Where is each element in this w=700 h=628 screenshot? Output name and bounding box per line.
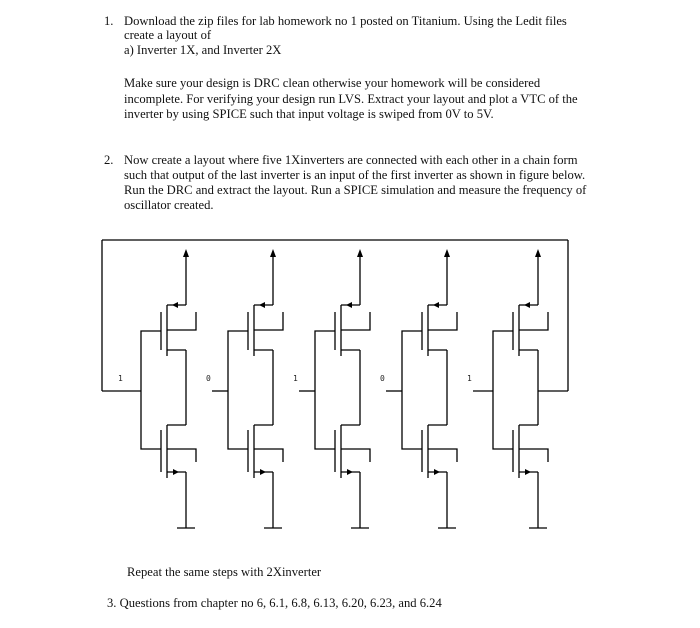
q1-para-line-3: inverter by using SPICE such that input voltage is swiped from 0V to 5V. <box>124 107 494 121</box>
nmos-body-5 <box>519 449 548 462</box>
nmos-arrow-1 <box>173 469 179 475</box>
q1-line-3: a) Inverter 1X, and Inverter 2X <box>124 43 282 57</box>
q2-line-4: oscillator created. <box>124 198 214 212</box>
node-label-1: 1 <box>118 374 123 383</box>
gate-wire-n-2 <box>228 391 248 449</box>
q2-number: 2. <box>104 153 114 167</box>
q1-number: 1. <box>104 14 114 28</box>
vdd-arrow-2 <box>270 249 276 257</box>
gate-wire-p-2 <box>228 331 248 391</box>
q2-line-1: Now create a layout where five 1Xinverters are connected with each other in a chain form <box>124 153 578 167</box>
vdd-arrow-4 <box>444 249 450 257</box>
nmos-body-4 <box>428 449 457 462</box>
repeat-line: Repeat the same steps with 2Xinverter <box>127 565 322 579</box>
nmos-arrow-4 <box>434 469 440 475</box>
q1-para-line-1: Make sure your design is DRC clean otherwise your homework will be considered <box>124 76 541 90</box>
pmos-body-3 <box>341 312 370 330</box>
vdd-arrow-3 <box>357 249 363 257</box>
gate-wire-n-3 <box>315 391 335 449</box>
nmos-arrow-2 <box>260 469 266 475</box>
q3-line: 3. Questions from chapter no 6, 6.1, 6.8, 6.13, 6.20, 6.23, and 6.24 <box>107 596 442 610</box>
nmos-body-3 <box>341 449 370 462</box>
vdd-arrow-5 <box>535 249 541 257</box>
pmos-body-1 <box>167 312 196 330</box>
gate-wire-n-5 <box>493 391 513 449</box>
gate-wire-p-1 <box>141 331 161 391</box>
pmos-body-4 <box>428 312 457 330</box>
gate-wire-n-4 <box>402 391 422 449</box>
pmos-arrow-5 <box>524 302 530 308</box>
pmos-arrow-2 <box>259 302 265 308</box>
node-label-3: 1 <box>293 374 298 383</box>
nmos-arrow-3 <box>347 469 353 475</box>
gate-wire-p-5 <box>493 331 513 391</box>
vdd-arrow-1 <box>183 249 189 257</box>
nmos-body-1 <box>167 449 196 462</box>
gate-wire-p-3 <box>315 331 335 391</box>
node-label-4: 0 <box>380 374 385 383</box>
q2-line-2: such that output of the last inverter is an input of the first inverter as shown in figure below. <box>124 168 586 182</box>
nmos-arrow-5 <box>525 469 531 475</box>
gate-wire-n-1 <box>141 391 161 449</box>
pmos-arrow-1 <box>172 302 178 308</box>
gate-wire-p-4 <box>402 331 422 391</box>
q1-line-1: Download the zip files for lab homework no 1 posted on Titanium. Using the Ledit files <box>124 14 567 28</box>
q1-para-line-2: incomplete. For verifying your design run LVS. Extract your layout and plot a VTC of the <box>124 92 578 106</box>
node-label-5: 1 <box>467 374 472 383</box>
pmos-arrow-4 <box>433 302 439 308</box>
pmos-body-2 <box>254 312 283 330</box>
nmos-body-2 <box>254 449 283 462</box>
q1-line-2: create a layout of <box>124 28 212 42</box>
pmos-arrow-3 <box>346 302 352 308</box>
pmos-body-5 <box>519 312 548 330</box>
q2-line-3: Run the DRC and extract the layout. Run a SPICE simulation and measure the frequency of <box>124 183 587 197</box>
node-label-2: 0 <box>206 374 211 383</box>
